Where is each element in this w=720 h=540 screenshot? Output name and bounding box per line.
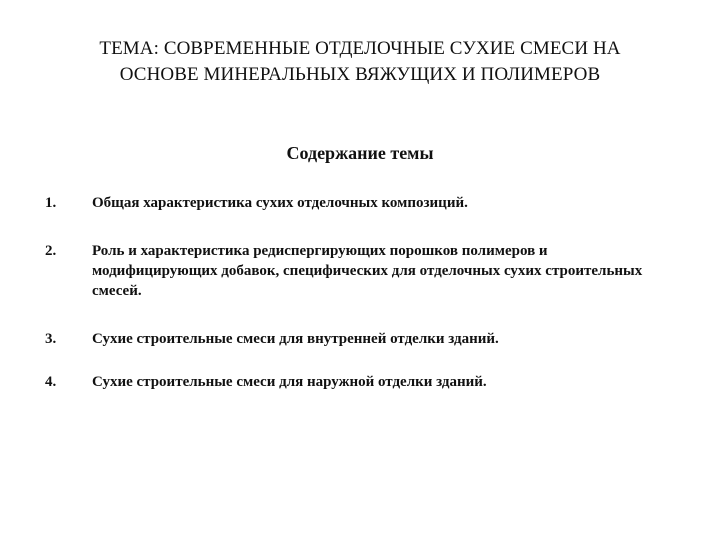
list-item xyxy=(45,241,665,301)
item-number: 4. xyxy=(45,374,57,390)
item-number: 3. xyxy=(45,331,57,347)
list-item xyxy=(45,372,665,392)
title-line-2: ОСНОВЕ МИНЕРАЛЬНЫХ ВЯЖУЩИХ И ПОЛИМЕРОВ xyxy=(119,64,601,85)
item-text: Общая характеристика сухих отделочных композиций. xyxy=(92,195,468,211)
item-text: Сухие строительные смеси для внутренней отделки зданий. xyxy=(92,331,499,347)
item-text: Сухие строительные смеси для наружной отделки зданий. xyxy=(92,374,487,390)
list-item xyxy=(45,193,665,213)
item-text: Роль и характеристика редиспергирующих порошков полимеров и модифицирующих добавок, специфических для отделочных сухих строительных смесей. xyxy=(92,243,643,299)
slide-title xyxy=(40,36,680,88)
item-number: 2. xyxy=(45,243,57,259)
title-line-1: ТЕМА: СОВРЕМЕННЫЕ ОТДЕЛОЧНЫЕ СУХИЕ СМЕСИ НА xyxy=(99,38,621,59)
list-item xyxy=(45,329,665,349)
item-number: 1. xyxy=(45,195,57,211)
topic-list xyxy=(45,193,665,392)
contents-heading: Содержание темы xyxy=(286,143,434,163)
